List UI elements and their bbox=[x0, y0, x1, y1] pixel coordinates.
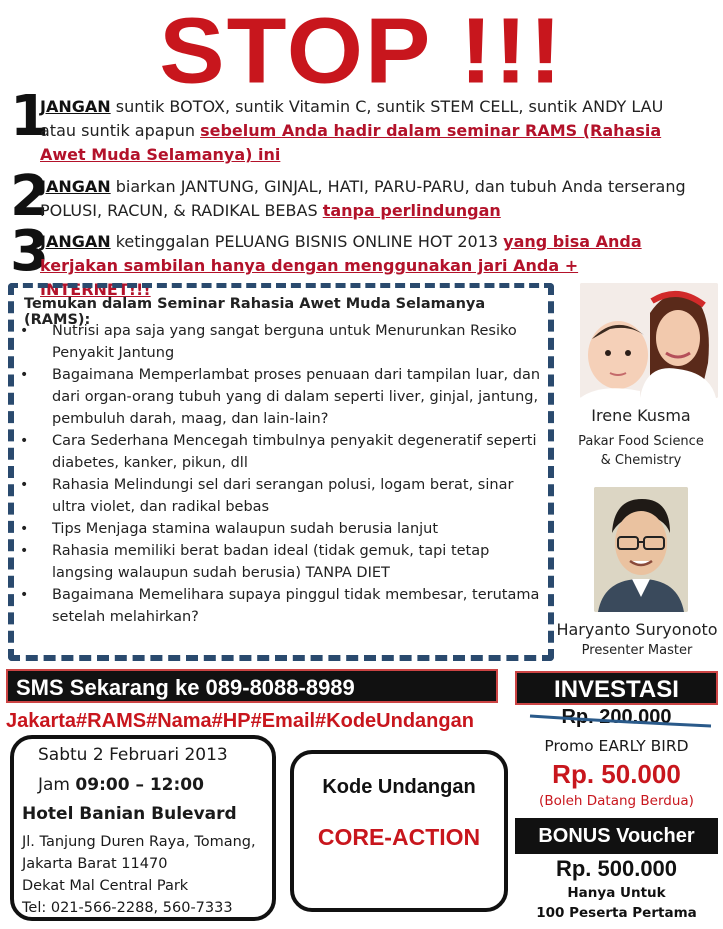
rule-lead: JANGAN bbox=[40, 97, 111, 116]
list-item bbox=[14, 364, 544, 430]
man-portrait-icon bbox=[594, 487, 688, 612]
rule-3 bbox=[10, 219, 710, 299]
rule-number: 3 bbox=[10, 219, 49, 284]
investment-header: INVESTASI bbox=[515, 671, 718, 705]
bullet-icon: • bbox=[20, 587, 29, 603]
bullet-icon: • bbox=[20, 543, 29, 559]
rule-number: 2 bbox=[10, 164, 49, 229]
bullet-icon: • bbox=[20, 367, 29, 383]
speaker-name: Irene Kusma bbox=[591, 406, 691, 425]
event-time bbox=[38, 775, 204, 795]
topic-text: Nutrisi apa saja yang sangat berguna untuk Menurunkan Resiko Penyakit Jantung bbox=[52, 323, 517, 361]
rule-lead: JANGAN bbox=[40, 177, 111, 196]
topic-text: Bagaimana Memperlambat proses penuaan dari tampilan luar, dan dari organ-orang tubuh yang di dalam seperti liver, ginjal, jantung, pembuluh darah, maag, dan lain-lain? bbox=[52, 367, 541, 427]
list-item bbox=[14, 430, 544, 474]
bullet-icon: • bbox=[20, 477, 29, 493]
seminar-topics-box bbox=[8, 283, 554, 661]
promo-price: Rp. 50.000 bbox=[552, 759, 681, 789]
rule-highlight: sebelum Anda hadir dalam seminar RAMS (Rahasia Awet Muda Selamanya) ini bbox=[40, 121, 662, 164]
invitation-code-box bbox=[290, 750, 508, 912]
event-address-line1: Jl. Tanjung Duren Raya, Tomang, bbox=[22, 834, 256, 850]
event-time-prefix: Jam bbox=[38, 775, 76, 795]
bonus-note-line1: Hanya Untuk bbox=[567, 885, 666, 901]
bullet-icon: • bbox=[20, 433, 29, 449]
rule-highlight: tanpa perlindungan bbox=[322, 201, 501, 220]
speaker-role: Pakar Food Science bbox=[578, 434, 704, 449]
invitation-code-value: CORE-ACTION bbox=[317, 824, 481, 850]
event-details-box bbox=[10, 735, 276, 921]
speaker-photo-haryanto bbox=[594, 487, 688, 612]
rule-text bbox=[40, 95, 690, 167]
speaker-name: Haryanto Suryonoto bbox=[556, 620, 718, 639]
speaker-photo-irene bbox=[580, 283, 718, 398]
event-phone: Tel: 021-566-2288, 560-7333 bbox=[22, 900, 233, 916]
list-item bbox=[14, 584, 544, 628]
invitation-code-label: Kode Undangan bbox=[322, 776, 476, 798]
rule-lead: JANGAN bbox=[40, 232, 111, 251]
sms-format-text: Jakarta#RAMS#Nama#HP#Email#KodeUndangan bbox=[6, 710, 474, 732]
rule-body: ketinggalan PELUANG BISNIS ONLINE HOT 2013 bbox=[110, 232, 504, 251]
sms-registration-bar: SMS Sekarang ke 089-8088-8989 bbox=[6, 669, 498, 703]
seminar-topic-list bbox=[14, 320, 544, 628]
bonus-voucher-header: BONUS Voucher bbox=[515, 818, 718, 854]
headline: STOP !!! bbox=[159, 0, 564, 103]
event-time-value: 09:00 – 12:00 bbox=[75, 775, 204, 795]
rule-number: 1 bbox=[10, 84, 49, 149]
rule-body: biarkan JANTUNG, GINJAL, HATI, PARU-PARU, dan tubuh Anda terserang POLUSI, RACUN, & RADIKAL BEBAS bbox=[40, 177, 686, 220]
list-item bbox=[14, 320, 544, 364]
topic-text: Tips Menjaga stamina walaupun sudah berusia lanjut bbox=[52, 521, 439, 537]
strikethrough-line-icon bbox=[528, 710, 713, 730]
bullet-icon: • bbox=[20, 323, 29, 339]
topic-text: Cara Sederhana Mencegah timbulnya penyakit degeneratif seperti diabetes, kanker, pikun, dll bbox=[52, 433, 537, 471]
bonus-voucher-value: Rp. 500.000 bbox=[555, 856, 678, 881]
original-price: Rp. 200.000 bbox=[561, 706, 672, 728]
topic-text: Bagaimana Memelihara supaya pinggul tidak membesar, terutama setelah melahirkan? bbox=[52, 587, 540, 625]
event-landmark: Dekat Mal Central Park bbox=[22, 878, 189, 894]
list-item bbox=[14, 518, 544, 540]
speaker-role: Presenter Master bbox=[581, 643, 693, 658]
rule-body: suntik BOTOX, suntik Vitamin C, suntik STEM CELL, suntik ANDY LAU atau suntik apapun bbox=[40, 97, 664, 140]
bullet-icon: • bbox=[20, 521, 29, 537]
rule-text bbox=[40, 175, 690, 223]
rule-highlight: yang bisa Anda kerjakan sambilan hanya dengan menggunakan jari Anda + INTERNET!!! bbox=[40, 232, 642, 299]
speaker-role: & Chemistry bbox=[600, 453, 682, 468]
price-note: (Boleh Datang Berdua) bbox=[539, 793, 694, 809]
promo-label: Promo EARLY BIRD bbox=[544, 737, 689, 755]
event-date: Sabtu 2 Februari 2013 bbox=[38, 745, 228, 765]
list-item bbox=[14, 474, 544, 518]
topic-text: Rahasia memiliki berat badan ideal (tidak gemuk, tapi tetap langsing walaupun sudah berusia) TANPA DIET bbox=[52, 543, 490, 581]
topic-text: Rahasia Melindungi sel dari serangan polusi, logam berat, sinar ultra violet, dan radikal bebas bbox=[52, 477, 514, 515]
mother-child-portrait-icon bbox=[580, 283, 718, 398]
event-address-line2: Jakarta Barat 11470 bbox=[22, 856, 168, 872]
rule-1 bbox=[10, 84, 710, 165]
event-venue: Hotel Banian Bulevard bbox=[22, 804, 237, 824]
rule-2 bbox=[10, 164, 710, 229]
seminar-heading: Temukan dalam Seminar Rahasia Awet Muda Selamanya (RAMS): bbox=[24, 296, 486, 328]
list-item bbox=[14, 540, 544, 584]
bonus-note-line2: 100 Peserta Pertama bbox=[536, 905, 697, 921]
